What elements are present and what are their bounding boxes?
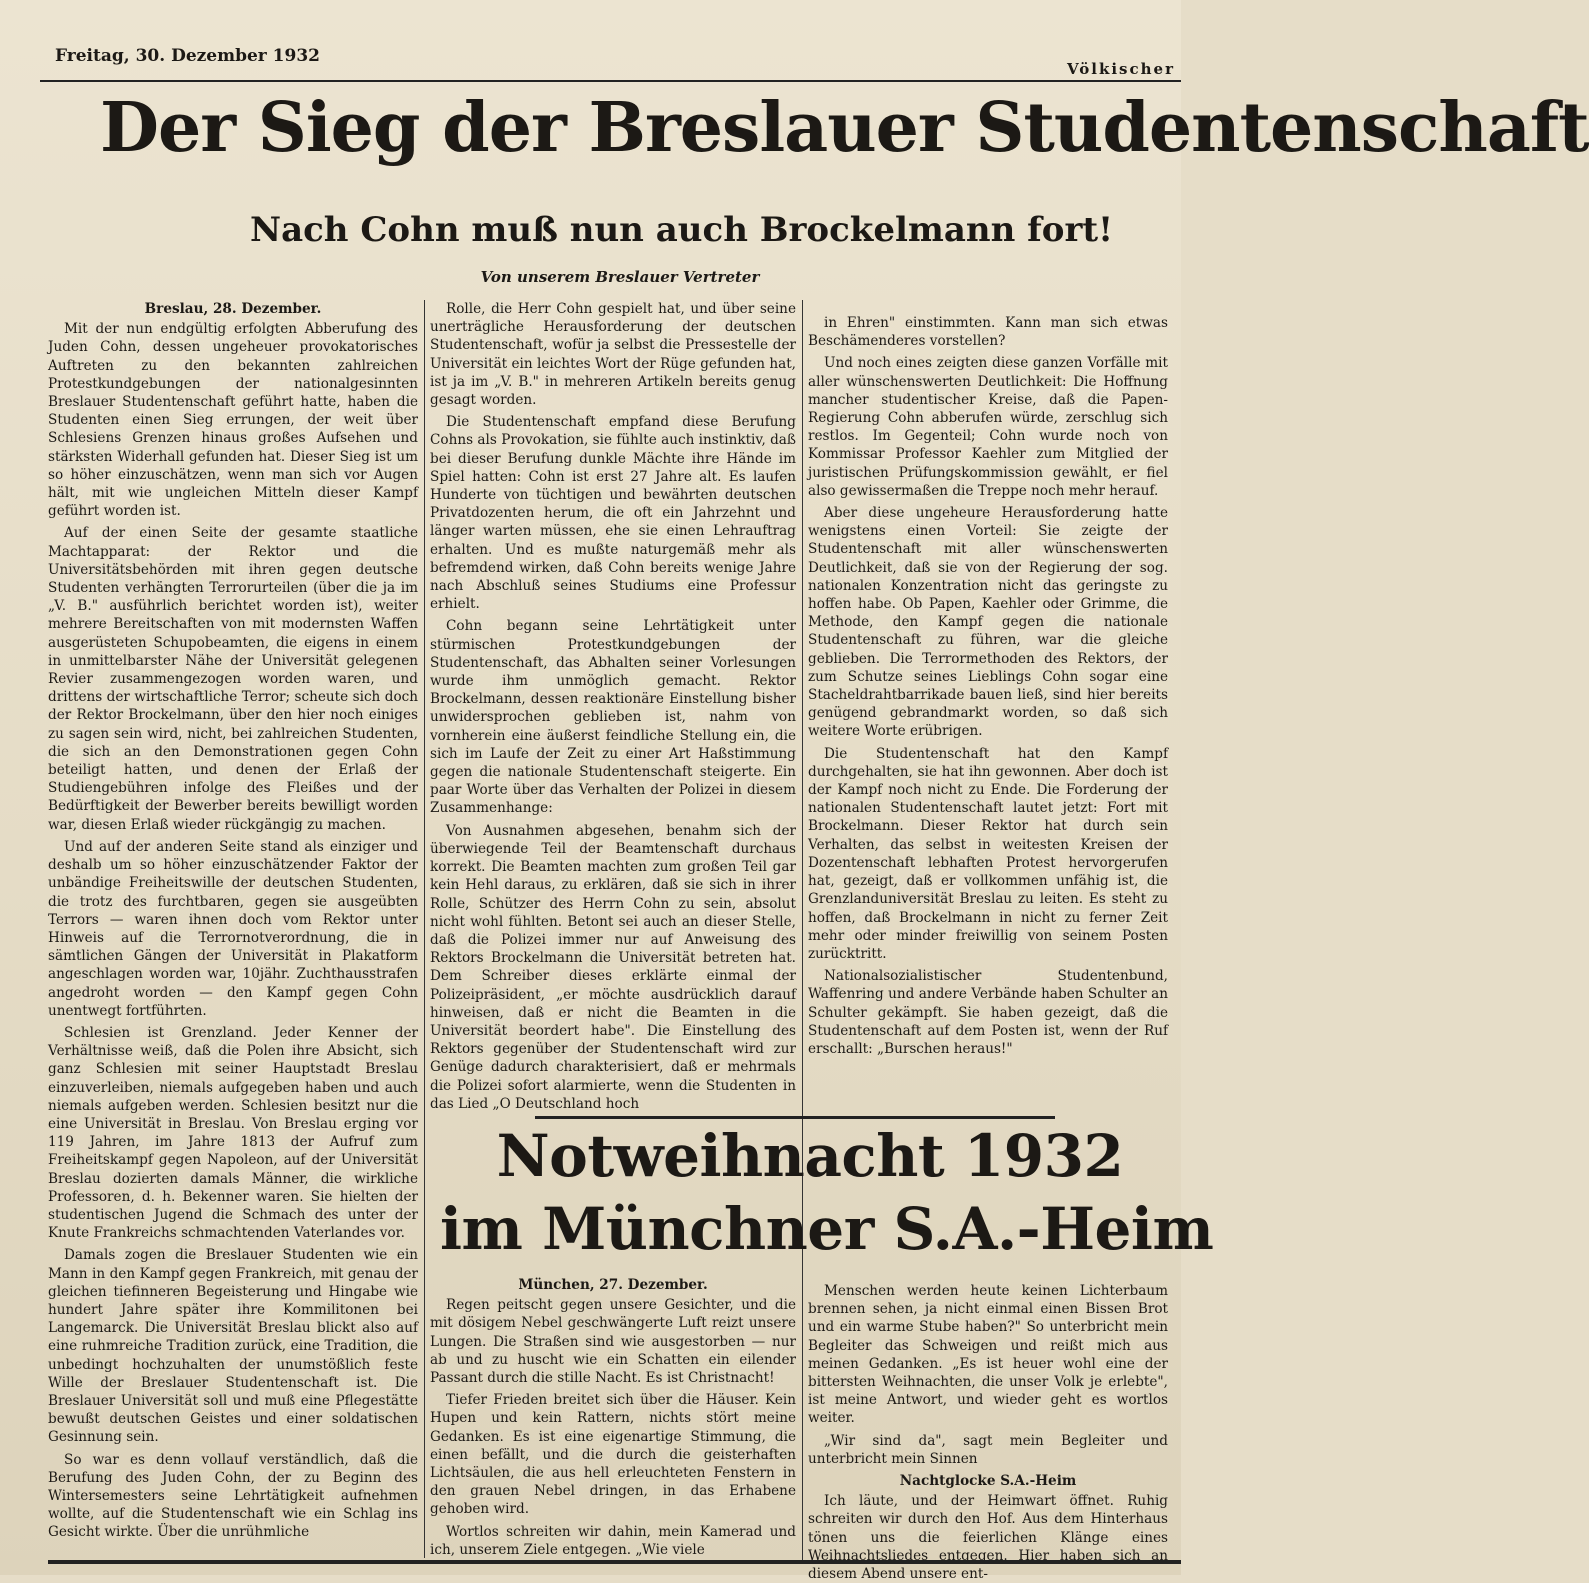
section-rule — [535, 1116, 1055, 1119]
paragraph: in Ehren" einstimmten. Kann man sich etwas Beschämenderes vorstellen? — [808, 315, 1168, 350]
article2-column-2 — [808, 1282, 1168, 1583]
paragraph: Die Studentenschaft empfand diese Berufung Cohns als Provokation, sie fühlte auch instinktiv, daß bei dieser Berufung dunkle Mächte ihre Hände im Spiel hatten: Cohn ist erst 27 Jahre alt. Es laufen Hunderte von tüchtigen und bewährten deutschen Privatdozenten herum, die oft ein Jahrzehnt und länger warten müssen, ehe sie einen Lehrauftrag erhalten. Und es mußte naturgemäß mehr als befremdend wirken, daß Cohn bereits wenige Jahre nach Abschluß seines Studiums eine Professur erhielt. — [430, 414, 796, 613]
paragraph: Nationalsozialistischer Studentenbund, Waffenring und andere Verbände haben Schulter an Schulter gekämpft. Sie haben gezeigt, daß die Studentenschaft auf dem Posten ist, wenn der Ruf erschallt: „Burschen heraus!" — [808, 968, 1168, 1057]
column-divider — [802, 1280, 803, 1560]
paragraph: Auf der einen Seite der gesamte staatliche Machtapparat: der Rektor und die Universitätsbehörden mit ihren gegen deutsche Studenten verhängten Terrorurteilen (über die ja im „V. B." ausführlich berichtet worden ist), weiter mehrere Bereitschaften von mit modernsten Waffen ausgerüsteten Schupobeamten, die eigens in einem in unmittelbarster Nähe der Universität gelegenen Revier zusammengezogen worden waren, und drittens der wirtschaftliche Terror; scheute sich doch der Rektor Brockelmann, über den hier noch einiges zu sagen sein wird, nicht, bei zahlreichen Studenten, die sich an den Demonstrationen gegen Cohn beteiligt hatten, und denen der Erlaß der Studiengebühren infolge des Fleißes und der Bedürftigkeit der Bewerber bereits bewilligt worden war, diesen Erlaß wieder rückgängig zu machen. — [48, 525, 418, 833]
paragraph: Tiefer Frieden breitet sich über die Häuser. Kein Hupen und kein Rattern, nichts stört meine Gedanken. Es ist eine eigenartige Stimmung, die einen befällt, und die durch die geisterhaften Lichtsäulen, die aus hell erleuchteten Fenstern in den grauen Nebel dringen, in das Erhabene gehoben wird. — [430, 1392, 796, 1518]
subheading: Nachtglocke S.A.-Heim — [899, 1473, 1077, 1490]
second-headline-line-1: Notweihnacht 1932 — [496, 1122, 1124, 1190]
issue-date: Freitag, 30. Dezember 1932 — [55, 46, 320, 66]
paragraph: Aber diese ungeheure Herausforderung hatte wenigstens einen Vorteil: Sie zeigte der Studentenschaft mit aller wünschenswerten Deutlichkeit, daß sie von der Regierung der sog. nationalen Konzentration nicht das geringste zu hoffen habe. Ob Papen, Kaehler oder Grimme, die Methode, den Kampf gegen die nationale Studentenschaft zu führen, war die gleiche geblieben. Die Terrormethoden des Rektors, der zum Schutze seines Lieblings Cohn sogar eine Stacheldrahtbarrikade bauen ließ, sind hier bereits genügend gebrandmarkt worden, so daß sich weitere Worte erübrigen. — [808, 505, 1168, 740]
paragraph: „Wir sind da", sagt mein Begleiter und unterbricht mein Sinnen — [808, 1432, 1168, 1467]
dateline: Breslau, 28. Dezember. — [144, 301, 322, 317]
dateline: München, 27. Dezember. — [518, 1277, 708, 1293]
paragraph: So war es denn vollauf verständlich, daß die Berufung des Juden Cohn, der zu Beginn des Wintersemesters seine Lehrtätigkeit aufnehmen wollte, auf die Studentenschaft wie ein Schlag ins Gesicht wirkte. Über die unrühmliche — [48, 1451, 418, 1541]
article1-column-1 — [48, 300, 418, 1555]
paragraph: Ich läute, und der Heimwart öffnet. Ruhig schreiten wir durch den Hof. Aus dem Hinterhaus tönen uns die feierlichen Klänge eines Weihnachtsliedes entgegen. Hier haben sich an diesem Abend unsere ent- — [808, 1493, 1168, 1583]
paragraph: Rolle, die Herr Cohn gespielt hat, und über seine unerträgliche Herausforderung der deutschen Studentenschaft, wofür ja selbst die Pressestelle der Universität ein leichtes Wort der Rüge gefunden hat, ist ja im „V. B." in mehreren Artikeln bereits genug gesagt worden. — [430, 301, 796, 409]
byline: Von unserem Breslauer Vertreter — [480, 268, 760, 286]
paragraph: Wortlos schreiten wir dahin, mein Kamerad und ich, unserem Ziele entgegen. „Wie viele — [430, 1523, 796, 1558]
paper-name: Völkischer — [1067, 60, 1175, 78]
masthead-rule — [40, 80, 1181, 82]
paragraph: Die Studentenschaft hat den Kampf durchgehalten, sie hat ihn gewonnen. Aber doch ist der Kampf noch nicht zu Ende. Die Forderung der nationalen Studentenschaft lautet jetzt: Fort mit Brockelmann. Dieser Rektor hat durch sein Verhalten, das selbst in weitesten Kreisen der Dozentenschaft lebhaften Protest hervorgerufen hat, gezeigt, daß er vollkommen unfähig ist, die Grenzlanduniversität Breslau zu leiten. Es steht zu hoffen, daß Brockelmann in nicht zu ferner Zeit mehr oder minder freiwillig von seinem Posten zurücktritt. — [808, 745, 1168, 962]
paragraph: Regen peitscht gegen unsere Gesichter, und die mit dösigem Nebel geschwängerte Luft reizt unsere Lungen. Die Straßen sind wie ausgestorben — nur ab und zu huscht wie ein Schatten ein eilender Passant durch die stille Nacht. Es ist Christnacht! — [430, 1297, 796, 1387]
paragraph: Menschen werden heute keinen Lichterbaum brennen sehen, ja nicht einmal einen Bissen Brot und ein warme Stube haben?" So unterbricht mein Begleiter das Schweigen und reißt mich aus meinen Gedanken. „Es ist heuer wohl eine der bittersten Weihnachten, die unser Volk je erlebte", ist meine Antwort, und wieder geht es wortlos weiter. — [808, 1283, 1168, 1427]
paragraph: Und auf der anderen Seite stand als einziger und deshalb um so höher einzuschätzender Faktor der unbändige Freiheitswille der deutschen Studenten, die trotz des furchtbaren, gegen sie ausgeübten Terrors — waren ihnen doch vom Rektor unter Hinweis auf die Terrornotverordnung, die in sämtlichen Gängen der Universität in Plakatform angeschlagen worden war, 10jähr. Zuchthausstrafen angedroht worden — den Kampf gegen Cohn unentwegt fortführten. — [48, 838, 418, 1019]
bottom-rule — [48, 1560, 1181, 1564]
article2-column-1 — [430, 1276, 796, 1558]
second-headline-line-2: im Münchner S.A.-Heim — [440, 1194, 1214, 1263]
paragraph: Schlesien ist Grenzland. Jeder Kenner der Verhältnisse weiß, daß die Polen ihre Absicht, sich ganz Schlesien mit seiner Hauptstadt Breslau einzuverleiben, niemals aufgegeben haben und auch niemals aufgeben werden. Schlesien besitzt nur die eine Universität in Breslau. Von Breslau erging vor 119 Jahren, im Jahre 1813 der Aufruf zum Freiheitskampf gegen Napoleon, auf der Universität Breslau dozierten damals Männer, die wirkliche Professoren, d. h. Bekenner waren. Sie hielten der studentischen Jugend die Schmach des unter der Knute Frankreichs schmachtenden Vaterlandes vor. — [48, 1024, 418, 1242]
paragraph: Und noch eines zeigten diese ganzen Vorfälle mit aller wünschenswerten Deutlichkeit: Die Hoffnung mancher studentischer Kreise, daß die Papen-Regierung Cohn abberufen würde, zerschlug sich restlos. Im Gegenteil; Cohn wurde noch von Kommissar Professor Kaehler zum Mitglied der juristischen Prüfungskommission gewählt, er fiel also gewissermaßen die Treppe noch mehr herauf. — [808, 355, 1168, 499]
paragraph: Cohn begann seine Lehrtätigkeit unter stürmischen Protestkundgebungen der Studentenschaft, das Abhalten seiner Vorlesungen wurde ihm unmöglich gemacht. Rektor Brockelmann, dessen reaktionäre Einstellung bisher unwidersprochen geblieben ist, nahm von vornherein eine äußerst feindliche Stellung ein, die sich im Laufe der Zeit zu einer Art Haßstimmung gegen die nationale Studentenschaft steigerte. Ein paar Worte über das Verhalten der Polizei in diesem Zusammenhange: — [430, 618, 796, 817]
column-divider — [424, 300, 425, 1558]
second-headline — [440, 1120, 1214, 1265]
paragraph: Mit der nun endgültig erfolgten Abberufung des Juden Cohn, dessen ungeheuer provokatorisches Auftreten zu den bekannten zahlreichen Protestkundgebungen der nationalgesinnten Breslauer Studentenschaft geführt hatte, haben die Studenten einen Sieg errungen, der weit über Schlesiens Grenzen hinaus großes Aufsehen und stärksten Widerhall gefunden hat. Dieser Sieg ist um so höher einzuschätzen, wenn man sich vor Augen hält, mit wie ungleichen Mitteln dieser Kampf geführt worden ist. — [48, 321, 418, 520]
paragraph: Damals zogen die Breslauer Studenten wie ein Mann in den Kampf gegen Frankreich, mit genau der gleichen tiefinneren Begeisterung und Hingabe wie hundert Jahre später ihre Kommilitonen bei Langemarck. Die Universität Breslau blickt also auf eine ruhmreiche Tradition zurück, eine Tradition, die unbedingt hochzuhalten der unumstößlich feste Wille der Breslauer Studentenschaft ist. Die Breslauer Universität soll und muß eine Pflegestätte bewußt deutschen Geistes und einer soldatischen Gesinnung sein. — [48, 1247, 418, 1446]
paragraph: Von Ausnahmen abgesehen, benahm sich der überwiegende Teil der Beamtenschaft durchaus korrekt. Die Beamten machten zum großen Teil gar kein Hehl daraus, zu erklären, daß sie sich in ihrer Rolle, Schützer des Herrn Cohn zu sein, absolut nicht wohl fühlten. Betont sei auch an dieser Stelle, daß die Polizei immer nur auf Anweisung des Rektors Brockelmann die Universität betreten hat. Dem Schreiber dieses erklärte einmal der Polizeipräsident, „er möchte ausdrücklich darauf hinweisen, daß er nicht die Beamten in die Universität beordert habe". Die Einstellung des Rektors gegenüber der Studentenschaft wird zur Genüge dadurch charakterisiert, daß er mehrmals die Polizei sofort alarmierte, wenn die Studenten in das Lied „O Deutschland hoch — [430, 822, 796, 1112]
main-headline: Der Sieg der Breslauer Studentenschaft — [100, 88, 1589, 168]
sub-headline: Nach Cohn muß nun auch Brockelmann fort! — [250, 210, 1114, 250]
